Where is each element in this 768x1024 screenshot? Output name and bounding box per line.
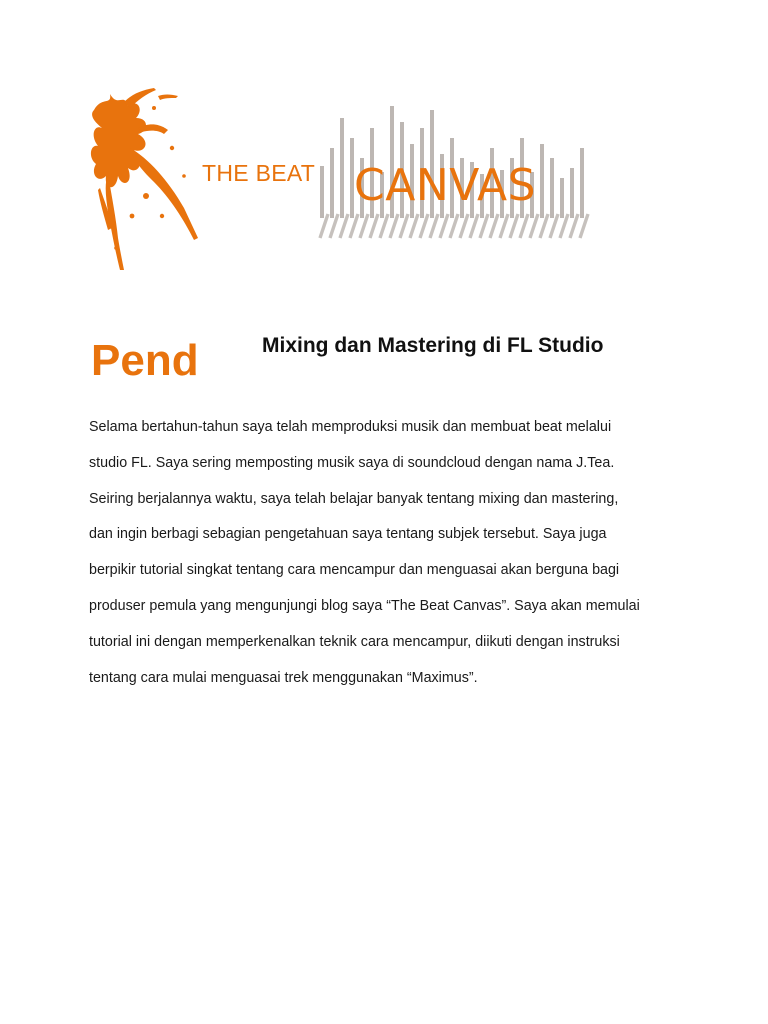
paragraph-line: dan ingin berbagi sebagian pengetahuan saya tentang subjek tersebut. Saya juga [89, 526, 607, 543]
paragraph-line: produser pemula yang mengunjungi blog saya “The Beat Canvas”. Saya akan memulai [89, 597, 640, 614]
paragraph-line: Seiring berjalannya waktu, saya telah belajar banyak tentang mixing dan mastering, [89, 490, 619, 507]
paragraph-line: tutorial ini dengan memperkenalkan teknik cara mencampur, diikuti dengan instruksi [89, 633, 620, 650]
paragraph-line: studio FL. Saya sering memposting musik saya di soundcloud dengan nama J.Tea. [89, 454, 615, 471]
paragraph-line: berpikir tutorial singkat tentang cara mencampur dan menguasai akan berguna bagi [89, 562, 620, 579]
section-label: Pend [91, 336, 199, 385]
document-title: Mixing dan Mastering di FL Studio [262, 334, 604, 357]
paint-splash-icon [91, 88, 198, 270]
logo-text-the-beat: THE BEAT [202, 160, 316, 186]
paragraph-line: tentang cara mulai menguasai trek menggunakan “Maximus”. [89, 669, 478, 686]
body-paragraph [89, 410, 689, 696]
logo-text-canvas: CANVAS [354, 160, 537, 211]
beat-canvas-logo [88, 88, 598, 274]
paragraph-line: Selama bertahun-tahun saya telah memproduksi musik dan membuat beat melalui [89, 419, 612, 435]
